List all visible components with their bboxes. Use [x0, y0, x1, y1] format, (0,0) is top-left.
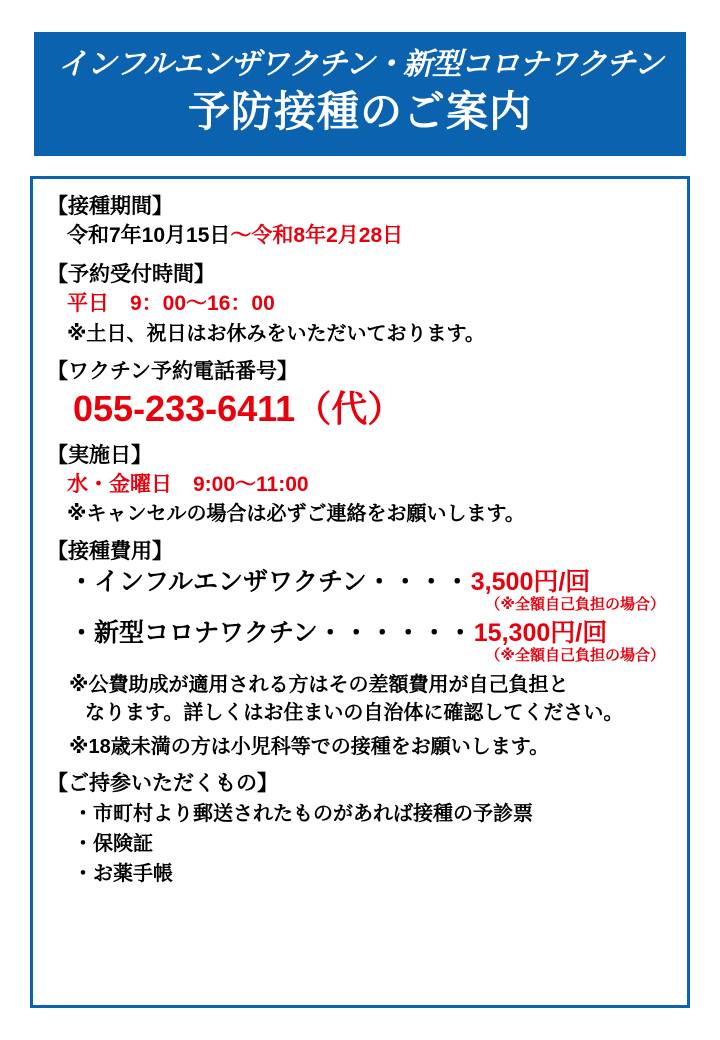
fees-note-subsidy — [47, 671, 673, 727]
fee-name: ・インフルエンザワクチン — [69, 567, 367, 596]
list-item: ・市町村より郵送されたものがあれば接種の予診票 — [73, 802, 533, 825]
fee-row — [47, 618, 673, 649]
banner-title: 予防接種のご案内 — [187, 87, 532, 135]
fees-note-subsidy-line2: なります。詳しくはお住まいの自治体に確認してください。 — [85, 702, 624, 725]
reservation-hours-value: 平日 9：00〜16：00 — [67, 292, 275, 316]
bring-items-heading: 【ご持参いただくもの】 — [47, 772, 278, 796]
fee-dots: ・・・・・・ — [317, 619, 474, 648]
period-start: 令和7年10月15日 — [67, 224, 231, 248]
header-banner — [30, 28, 690, 160]
period-end: 〜令和8年2月28日 — [230, 224, 404, 248]
section-bring-items — [47, 770, 673, 888]
fees-note-minors: ※18歳未満の方は小児科等での接種をお願いします。 — [69, 736, 550, 759]
fee-dots: ・・・・ — [366, 567, 471, 596]
section-phone — [47, 358, 673, 433]
section-fees — [47, 538, 673, 761]
list-item: ・保険証 — [73, 832, 153, 855]
banner-subtitle: インフルエンザワクチン・新型コロナワクチン — [57, 48, 663, 81]
section-period — [47, 193, 673, 252]
fee-name: ・新型コロナワクチン — [69, 619, 318, 648]
phone-number: 055-233-6411（代） — [73, 387, 404, 429]
fee-subnote: （※全額自己負担の場合） — [485, 647, 665, 665]
vaccination-days-value: 水・金曜日 9:00〜11:00 — [67, 473, 309, 497]
period-value — [47, 221, 673, 251]
fee-subnote: （※全額自己負担の場合） — [485, 596, 665, 614]
list-item: ・お薬手帳 — [73, 862, 173, 885]
vaccination-days-note: ※キャンセルの場合は必ずご連絡をお願いします。 — [67, 503, 525, 526]
info-box — [30, 176, 690, 1008]
reservation-hours-note: ※土日、祝日はお休みをいただいております。 — [67, 322, 485, 345]
section-reservation-hours — [47, 261, 673, 349]
fees-heading: 【接種費用】 — [47, 540, 173, 564]
fee-row — [47, 567, 673, 598]
section-vaccination-days — [47, 442, 673, 530]
reservation-hours-heading: 【予約受付時間】 — [47, 262, 215, 286]
fee-price: 15,300円/回 — [473, 619, 608, 648]
fees-note-subsidy-line1: ※公費助成が適用される方はその差額費用が自己負担と — [69, 674, 569, 697]
phone-heading: 【ワクチン予約電話番号】 — [47, 359, 298, 383]
vaccination-days-heading: 【実施日】 — [47, 443, 152, 467]
period-heading: 【接種期間】 — [47, 195, 173, 218]
fee-price: 3,500円/回 — [470, 567, 591, 596]
